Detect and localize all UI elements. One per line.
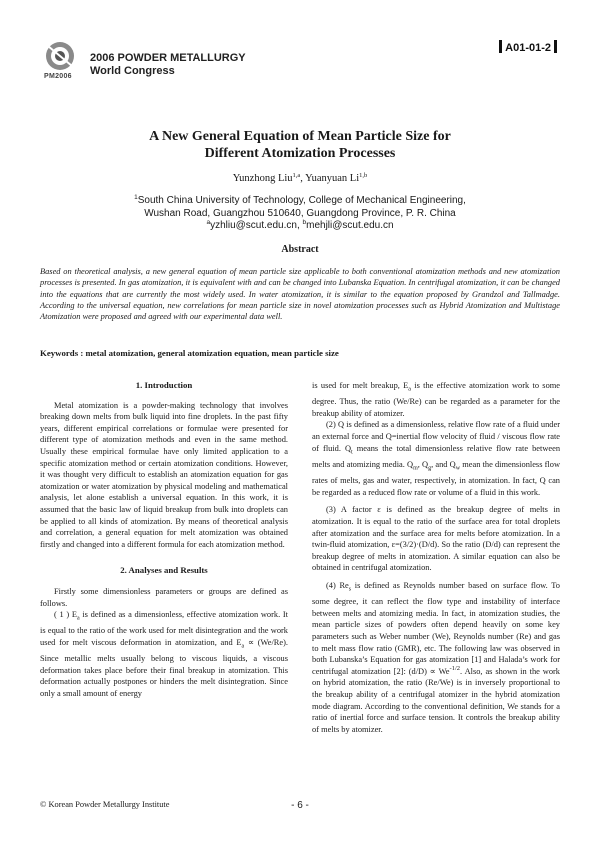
page-number: - 6 -: [291, 800, 309, 811]
paper-code-text: A01-01-2: [505, 42, 551, 54]
email-b: mehjli@scut.edu.cn: [306, 220, 394, 231]
title-line-2: Different Atomization Processes: [204, 146, 396, 161]
author-2: Yuanyuan Li: [305, 173, 360, 184]
intro-paragraph: Metal atomization is a powder-making technology that involves breaking down melts from bulk liquid into fine droplets. In the past fifty years, different empirical correlations or formulae were presented for different type of atomization methods and even in the same method. Usually these empirical formulae have only limited application to a specific atomization method or certain atomization conditions. However, it was thought very difficult to establish an atomization equation for gas atomization or water atomization by physical modeling and mathematical analysis, let alone establish a universal equation. In this work, it is assumed that the basic law of liquid breakup from bulk into droplets can be applied to all kinds of atomization. By means of theoretical analysis and correlation, a general equation for melt atomization was obtained firstly and changed into a different formula for each atomization method.: [40, 400, 288, 549]
intro-heading: 1. Introduction: [135, 380, 193, 390]
item-2: (2) Q is defined as a dimensionless, relative flow rate of a fluid under an external force and Q=inertial flow velocity of fluid / viscous flow rate of fluid. $Q_t$ means the total dimensionless relative flow rate between melts and atomizing media. $Q_m$, $Q_g$, and $Q_w$ mean the dimensionless flow rates of melts, gas and water, respectively, in atomization. In fact, Q can be regarded as a reduced flow rate or volume of a fluid in this work.: [312, 420, 561, 497]
affil-sup: 1: [134, 194, 138, 201]
author-2-affil: 1,b: [359, 172, 368, 179]
affil-line-1: South China University of Technology, College of Mechanical Engineering,: [137, 195, 466, 206]
bar-decoration: [554, 40, 557, 53]
paper-code: [496, 40, 560, 54]
author-1-affil: 1,a: [292, 172, 301, 179]
authors: [0, 173, 600, 184]
results-intro: Firstly some dimensionless parameters or groups are defined as follows.: [40, 586, 288, 608]
affiliation: [0, 195, 600, 233]
email-b-sup: b: [302, 219, 307, 226]
conference-name: [90, 52, 246, 78]
item-3: (3) A factor ε is defined as the breakup degree of melts in atomization. It is equal to the ratio of the surface area for total droplets after atomization and the surface area for melts before atomization. In a twin-fluid atomization, ε=(3/2)·(D/d). So the ratio (D/d) can represent the breakup degree of melts in atomization. A similar equation can also be obtained in centrifugal atomization.: [312, 505, 560, 573]
conference-line-2: World Congress: [90, 65, 175, 77]
abstract-heading: Abstract: [281, 244, 319, 255]
right-column: [312, 380, 560, 735]
author-1: Yunzhong Liu: [232, 173, 293, 184]
bar-decoration: [499, 40, 502, 53]
email-a: yzhliu@scut.edu.cn,: [210, 220, 303, 231]
author-separator: ,: [300, 173, 306, 184]
title-line-1: A New General Equation of Mean Particle Size for: [149, 129, 451, 144]
results-heading: 2. Analyses and Results: [120, 565, 208, 576]
keywords: Keywords : metal atomization, general atomization equation, mean particle size: [40, 348, 339, 358]
right-para-1: is used for melt breakup, $E_a$ is the effective atomization work to some degree. Thus, the ratio (We/Re) can be regarded as a parameter for the breakup ability of atomizer.: [312, 381, 560, 418]
logo-text: PM2006: [44, 73, 72, 80]
paper-title: [0, 128, 600, 162]
item-1: ( 1 ) $E_a$ is defined as a dimensionless, effective atomization work. It is equal to the ratio of the work used for melt disintegration and the work used for melt viscous deformation in atomization, and $E_a \propto (We/Re)$. Since metallic melts usually belong to viscous liquids, a viscous deformation takes place before their final breakup in atomization. This deformation actually postpones or hinders the melt disintegration. Since only a small amount of energy: [40, 610, 288, 698]
affil-line-2: Wushan Road, Guangzhou 510640, Guangdong Province, P. R. China: [144, 207, 456, 219]
copyright: © Korean Powder Metallurgy Institute: [40, 800, 170, 809]
conference-line-1: 2006 POWDER METALLURGY: [90, 52, 246, 64]
left-column: [40, 380, 288, 700]
abstract-text: Based on theoretical analysis, a new general equation of mean particle size applicable to both conventional atomization methods and new atomization processes is presented. In gas atomization, it is equivalent with and can be changed into Lubanska Equation. In centrifugal atomization, it can be changed into the equations that are currently the most widely used. In water atomization, it is similar to the equation proposed by Grandzol and Tallmadge. According to the universal equation, new correlations for mean particle size in novel atomization processes such as Hybrid Atomization and Multistage Atomization were proposed and agreed with our experimental data well.: [40, 267, 560, 322]
item-4: (4) $Re_s$ is defined as Reynolds number based on surface flow. To some degree, it can reflect the flow type and instability of interface between melts and atomizing media. In fact, in atomization studies, the mean particle sizes of powders often depend heavily on some key parameters such as Weber number (We), Reynolds number (Re) and gas to melt mass flow ratio (GMR), etc. The following law was observed in both Lubanska’s Equation for gas atomization [1] and Halada’s work for centrifugal atomization [2]: $(d/D) \propto We^{-1/2}$. Also, as shown in the work on hybrid atomization, the ratio (Re/We) is in inversely proportional to the breakup ability of a centrifugal atomizer in the hybrid atomization mode diagram. According to the conventional definition, We stands for a ratio of inertial force and surface tension. It controls the breakup ability of melts by atomizer.: [312, 580, 560, 734]
email-a-sup: a: [206, 219, 211, 226]
emails: [0, 220, 600, 233]
